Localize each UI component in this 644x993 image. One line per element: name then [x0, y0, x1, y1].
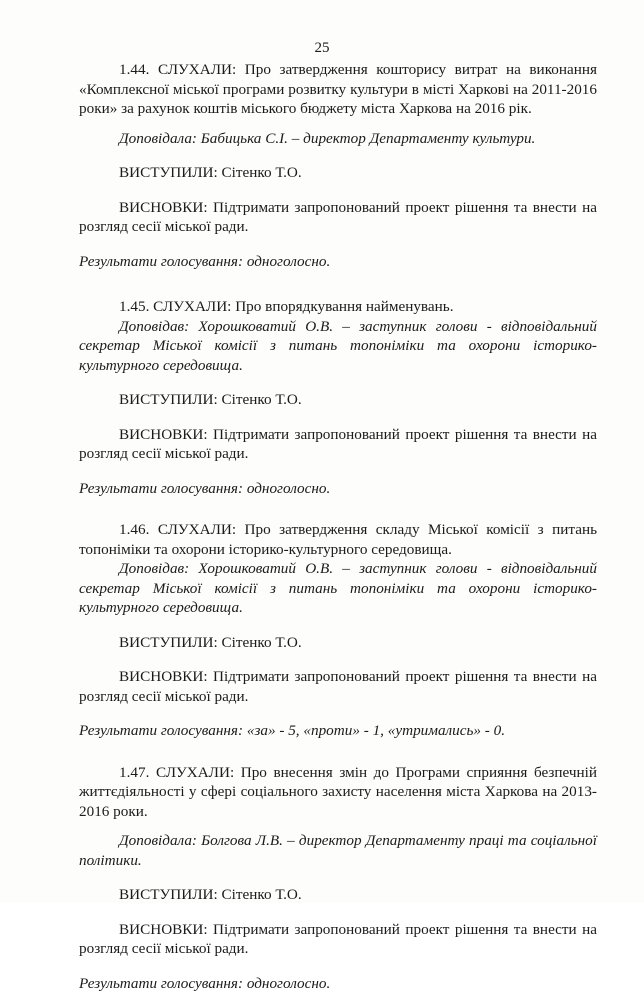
- vote-result: Результати голосування: «за» - 5, «проти» - 1, «утримались» - 0.: [79, 721, 597, 741]
- vote-result: Результати голосування: одноголосно.: [79, 479, 597, 499]
- conclusions-paragraph: ВИСНОВКИ: Підтримати запропонований проект рішення та внести на розгляд сесії міської ради.: [79, 198, 597, 237]
- minutes-body: [79, 60, 597, 993]
- spoke-line: ВИСТУПИЛИ: Сітенко Т.О.: [79, 885, 597, 905]
- reporter-line: Доповідав: Хорошковатий О.В. – заступник голови - відповідальний секретар Міської комісії з питань топоніміки та охорони історико-культурного середовища.: [79, 317, 597, 376]
- spoke-line: ВИСТУПИЛИ: Сітенко Т.О.: [79, 633, 597, 653]
- heard-paragraph: 1.46. СЛУХАЛИ: Про затвердження складу Міської комісії з питань топоніміки та охорони історико-культурного середовища.: [79, 520, 597, 559]
- spoke-line: ВИСТУПИЛИ: Сітенко Т.О.: [79, 390, 597, 410]
- reporter-line: Доповідав: Хорошковатий О.В. – заступник голови - відповідальний секретар Міської комісії з питань топоніміки та охорони історико-культурного середовища.: [79, 559, 597, 618]
- page-number: 25: [0, 39, 644, 57]
- heard-paragraph: 1.44. СЛУХАЛИ: Про затвердження кошторису витрат на виконання «Комплексної міської програми розвитку культури в місті Харкові на 2011-2016 роки» за рахунок коштів міського бюджету міста Харкова на 2016 рік.: [79, 60, 597, 119]
- vote-result: Результати голосування: одноголосно.: [79, 252, 597, 272]
- heard-paragraph: 1.47. СЛУХАЛИ: Про внесення змін до Програми сприяння безпечній життєдіяльності у сфері соціального захисту населення міста Харкова на 2013-2016 роки.: [79, 763, 597, 822]
- agenda-item-1-47: [79, 763, 597, 993]
- vote-result: Результати голосування: одноголосно.: [79, 974, 597, 993]
- conclusions-paragraph: ВИСНОВКИ: Підтримати запропонований проект рішення та внести на розгляд сесії міської ради.: [79, 667, 597, 706]
- agenda-item-1-44: [79, 60, 597, 271]
- agenda-item-1-46: [79, 520, 597, 741]
- reporter-line: Доповідала: Болгова Л.В. – директор Департаменту праці та соціальної політики.: [79, 831, 597, 870]
- reporter-line: Доповідала: Бабицька С.І. – директор Департаменту культури.: [79, 129, 597, 149]
- conclusions-paragraph: ВИСНОВКИ: Підтримати запропонований проект рішення та внести на розгляд сесії міської ради.: [79, 920, 597, 959]
- spoke-line: ВИСТУПИЛИ: Сітенко Т.О.: [79, 163, 597, 183]
- agenda-item-1-45: [79, 297, 597, 498]
- heard-paragraph: 1.45. СЛУХАЛИ: Про впорядкування найменувань.: [79, 297, 597, 317]
- conclusions-paragraph: ВИСНОВКИ: Підтримати запропонований проект рішення та внести на розгляд сесії міської ради.: [79, 425, 597, 464]
